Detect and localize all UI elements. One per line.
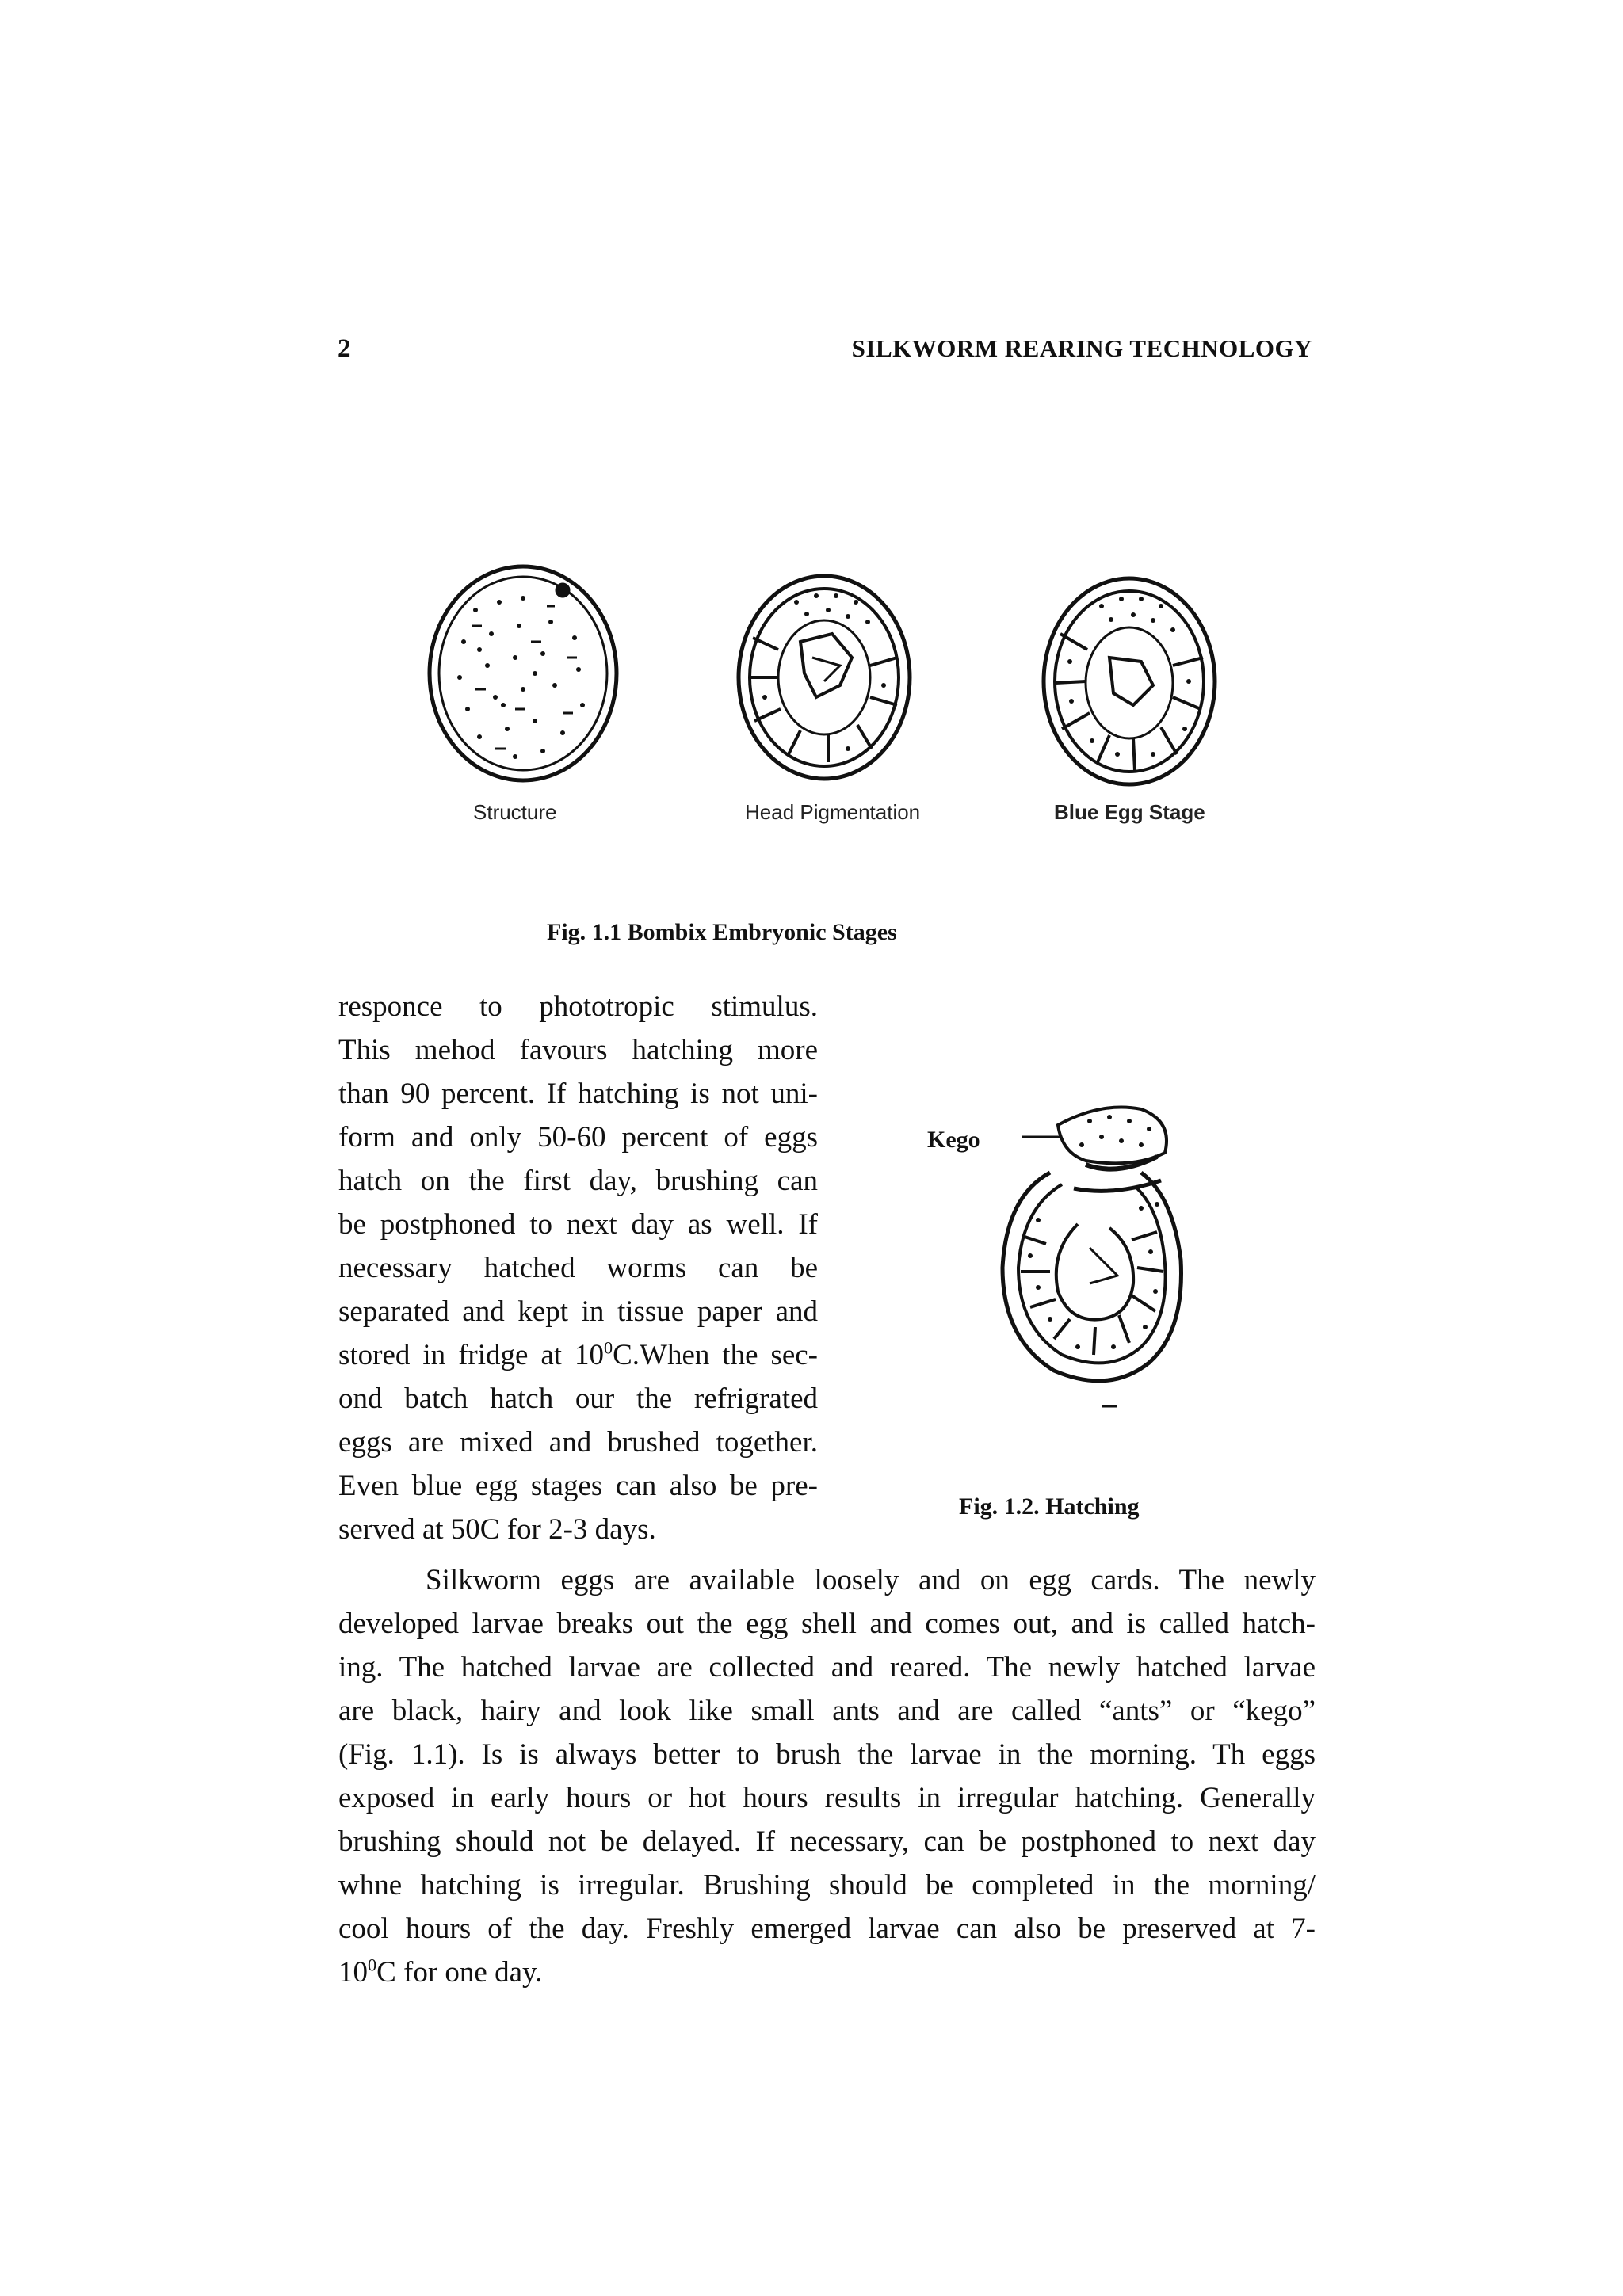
label-head-pigmentation: Head Pigmentation [745,800,921,824]
text-line: cool hours of the day. Freshly emerged larvae can also be preserved at 7- [338,1913,1316,1945]
text-line: $10^0C$ for one day. [338,1955,543,1989]
page-number: 2 [338,334,351,363]
text-line: brushing should not be delayed. If necessary, can be postphoned to next day [338,1825,1316,1858]
text-line: form and only 50-60 percent of eggs [338,1121,818,1154]
text-line: hatch on the first day, brushing can [338,1165,818,1197]
head-pigmentation-egg-illustration [739,576,910,779]
text-line: eggs are mixed and brushed together. [338,1426,818,1459]
label-blue-egg-stage: Blue Egg Stage [1054,800,1205,824]
running-head: SILKWORM REARING TECHNOLOGY [851,334,1312,362]
kego-label: Kego [927,1127,980,1153]
text-line: exposed in early hours or hot hours results in irregular hatching. Generally [338,1782,1316,1814]
text-line: necessary hatched worms can be [338,1252,818,1284]
text-line: responce to phototropic stimulus. [338,990,818,1023]
text-line: This mehod favours hatching more [338,1034,818,1066]
text-line: developed larvae breaks out the egg shell and comes out, and is called hatch- [338,1608,1316,1640]
text-line: Silkworm eggs are available loosely and on egg cards. The newly [426,1564,1316,1596]
text-line: be postphoned to next day as well. If [338,1208,818,1241]
text-line: than 90 percent. If hatching is not uni- [338,1077,818,1110]
text-line: Even blue egg stages can also be pre- [338,1470,818,1502]
text-line: ond batch hatch our the refrigrated [338,1383,818,1415]
text-line: are black, hairy and look like small ants and are called “ants” or “kego” [338,1695,1316,1727]
text-line: (Fig. 1.1). Is is always better to brush the larvae in the morning. Th eggs [338,1738,1316,1771]
label-structure: Structure [473,800,557,824]
text-line: served at 50C for 2-3 days. [338,1513,656,1546]
main-paragraph [338,1558,1316,1994]
text-line: stored in fridge at $10^0C.When$ the sec- [338,1337,819,1371]
text-line: whne hatching is irregular. Brushing should be completed in the morning/ [338,1869,1316,1901]
embryonic-stages-drawing [396,547,1284,800]
blue-egg-stage-illustration [1044,578,1215,784]
text-line: ing. The hatched larvae are collected and reared. The newly hatched larvae [338,1651,1316,1684]
structure-egg-illustration [430,566,617,780]
text-line: separated and kept in tissue paper and [338,1295,818,1328]
figure-1-2-caption: Fig. 1.2. Hatching [959,1493,1140,1520]
figure-1-1-caption: Fig. 1.1 Bombix Embryonic Stages [547,919,897,945]
hatching-illustration [919,1077,1252,1426]
wrapped-paragraph [338,985,818,1551]
